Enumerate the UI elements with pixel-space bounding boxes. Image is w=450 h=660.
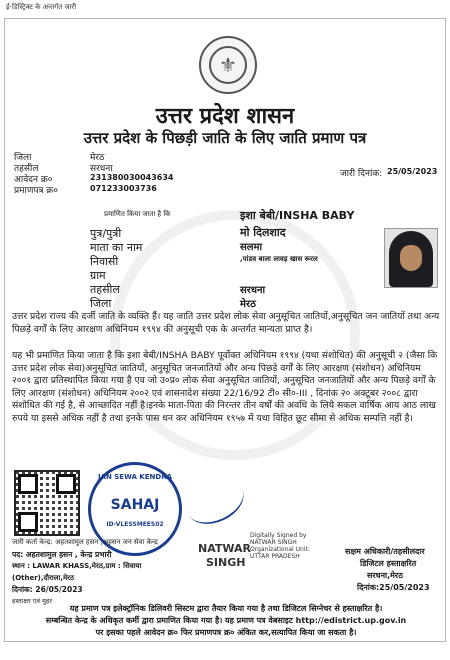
issuer-date: दिनांक: 26/05/2023: [12, 585, 83, 594]
issuer-center: जारी कर्ता केन्द्र: अहतशामुल हसन ,अहसन जन सेवा केन्द्र: [12, 538, 158, 546]
footer-line-1: यह प्रमाण पत्र इलेक्ट्रॉनिक डिलिवरी सिस्टम द्वारा तैयार किया गया है तथा डिजिटल सिग्नेचर से हस्ताक्षरित है।: [69, 604, 383, 613]
signature-seal-label: हस्ताक्षर एवं मुहर: [12, 597, 53, 605]
stamp-line1: JAN SEWA KENDRA: [97, 473, 173, 481]
certify-label: प्रमाणित किया जाता है कि: [104, 210, 171, 218]
village-label: ग्राम: [90, 269, 106, 282]
person-district-label: जिला: [90, 297, 112, 310]
certification-paragraph: यह भी प्रमाणित किया जाता है कि इशा बेबी/INSHA BABY पूर्वोक्त अधिनियम १९९४ (यथा संशोधित) की अनुसूची २ (जैसा कि उत्तर प्रदेश लोक सेवा)अनुसूचित जातियों, अनुसूचित जनजातियों और अन्य पिछड़े वर्गों के लिए आरक्षण (संशोधन) अधिनियम २००१ द्वारा प्रतिस्थापित किया गया है एव जो उ०प्र० लोक सेवा अनुसूचित जातियों, अनुसूचित जनजातियों और अन्य पिछड़े वर्गों के लिए आरक्षण (संशोधन) अधिनियम २००२ एवं शासनादेश संख्या 22/16/92 टी० सी०-III , दिनांक २० अक्टूबर २००८ द्वारा संशोधित की गई है, से आच्छादित नहीं है।इनके माता-पिता की निरन्तर तीन वर्षों की अवधि के लिये सकल वार्षिक आय आठ लाख रुपये या इससे अधिक नहीं है तथा इनके पास धन कर अधिनियम १९५७ में यथा विहित छूट सीमा से अधिक सम्पत्ति नहीं है।: [12, 350, 438, 424]
digital-signer-name-2: SINGH: [206, 556, 246, 569]
digital-sign-note: Digitally Signed by NATWAR SINGH Organizational Unit: UTTAR PRADESH: [250, 532, 310, 560]
authority-place: सरधना,मेरठ: [367, 571, 403, 580]
person-district-value: मेरठ: [240, 299, 256, 310]
certificate-number: 071233003736: [90, 184, 157, 193]
caste-paragraph: उत्तर प्रदेश राज्य की दर्जी जाति के व्यक्ति हैं। यह जाति उत्तर प्रदेश लोक सेवा अनुसूचित जातियों,अनुसूचित जन जातियों तथा अन्य पिछड़े वर्गों के लिए आरक्षण अधिनियम १९९४ की अनुसूची एक के अन्तर्गत मान्यता प्राप्त है।: [12, 311, 440, 335]
issue-date-label: जारी दिनांक:: [340, 169, 383, 179]
father-name: मो दिलशाद: [240, 226, 286, 239]
mother-name: सलमा: [240, 242, 263, 253]
issuer-position: पद: अहतशामुल हसन , केन्द्र प्रभारी: [12, 550, 112, 559]
authority-digital: डिजिटल हस्ताक्षरित: [360, 559, 417, 568]
issue-date-value: 25/05/2023: [387, 167, 438, 176]
applicant-photo: [384, 228, 438, 288]
e-district-note: ई-डिस्ट्रिक्ट के अन्तर्गत जारी: [6, 3, 77, 11]
person-name: इशा बेबी/INSHA BABY: [240, 209, 355, 222]
issuer-location-2: (Other),दौराला,मेरठ: [12, 574, 75, 582]
qr-code: [14, 470, 80, 536]
digital-signer-name-1: NATWAR: [198, 542, 251, 555]
mother-label: माता का नाम: [90, 241, 143, 254]
authority-date: दिनांक:25/05/2023: [357, 583, 430, 592]
application-label: आवेदन क्र०: [14, 175, 53, 185]
stamp-line3: ID-VLESSMEES02: [106, 521, 164, 528]
resident-label: निवासी: [90, 255, 119, 268]
person-tehsil-label: तहसील: [90, 283, 120, 296]
tehsil-label: तहसील: [14, 164, 39, 174]
authority-title: सक्षम अधिकारी/तहसीलदार: [345, 547, 425, 556]
stamp-line2: SAHAJ: [110, 497, 160, 513]
district-label: जिला: [14, 153, 32, 163]
parent-label: पुत्र/पुत्री: [90, 227, 122, 240]
district-value: मेरठ: [90, 153, 105, 163]
tehsil-value: सरधना: [90, 164, 113, 174]
up-emblem-icon: ⚜: [199, 36, 257, 94]
person-tehsil-value: सरधना: [240, 285, 266, 296]
footer-line-2: सम्बन्धित केन्द्र के अधिकृत कर्मी द्वारा प्रमाणित किया गया है। यह प्रमाण पत्र वेबसाइट http://edistrict.up.gov.in: [45, 616, 407, 625]
certificate-number-label: प्रमाणपत्र क्र०: [14, 186, 58, 196]
footer-line-3: पर इसका पहले आवेदन क्र० फिर प्रमाणपत्र क्र० अंकित कर,सत्यापित किया जा सकता है।: [95, 628, 357, 637]
issuer-location: स्थान : LAWAR KHASS,मेरठ,ग्राम : सिवाया: [12, 562, 142, 570]
application-number: 231380030043634: [90, 173, 174, 182]
certificate-title: उत्तर प्रदेश के पिछड़ी जाति के लिए जाति प्रमाण पत्र: [83, 129, 367, 147]
resident-value: ,पांडव बाला लावड़ खास रूरल: [240, 255, 318, 263]
government-title: उत्तर प्रदेश शासन: [155, 104, 295, 129]
